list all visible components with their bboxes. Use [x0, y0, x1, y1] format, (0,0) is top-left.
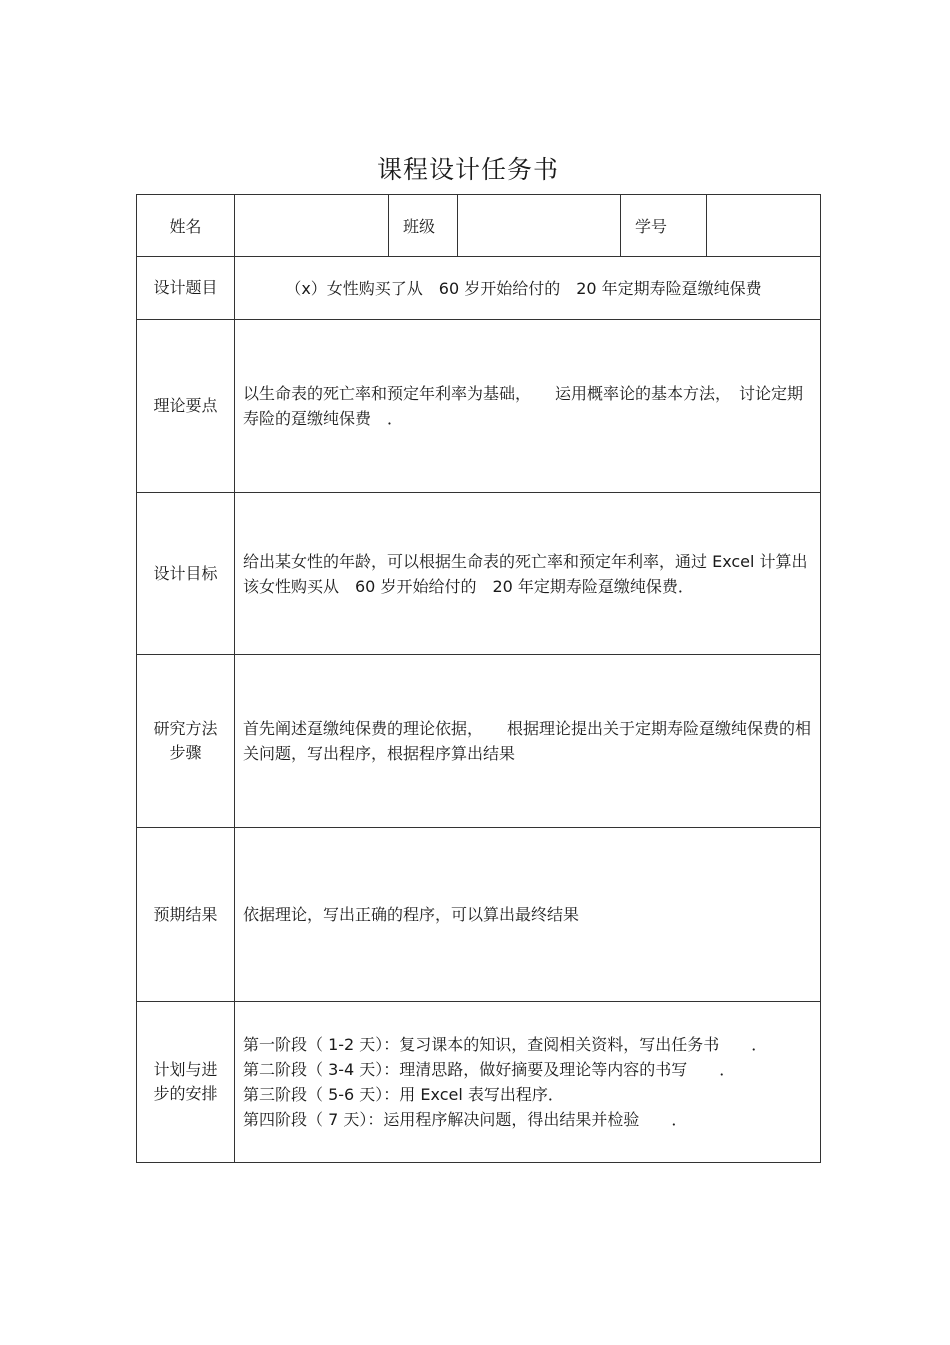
- plan-label: [137, 1002, 235, 1163]
- topic-row: [137, 257, 821, 320]
- class-value: [458, 195, 621, 257]
- class-label: 班级: [389, 195, 458, 257]
- page-title: 课程设计任务书: [376, 155, 559, 184]
- method-row: [137, 655, 821, 828]
- name-label: 姓名: [137, 195, 235, 257]
- result-row: [137, 828, 821, 1002]
- topic-content: （x）女性购买了从 60 岁开始给付的 20 年定期寿险趸缴纯保费: [235, 257, 821, 320]
- goal-content: 给出某女性的年龄，可以根据生命表的死亡率和预定年利率，通过 Excel 计算出该女性购买从 60 岁开始给付的 20 年定期寿险趸缴纯保费．: [235, 493, 821, 655]
- plan-line-3: 第三阶段（ 5-6 天）：用 Excel 表写出程序．: [243, 1085, 564, 1104]
- method-label: [137, 655, 235, 828]
- id-value: [707, 195, 821, 257]
- plan-label-line2: 步的安排: [153, 1084, 218, 1103]
- plan-row: [137, 1002, 821, 1163]
- method-label-line1: 研究方法: [153, 719, 218, 738]
- theory-label: 理论要点: [137, 320, 235, 493]
- topic-label: 设计题目: [137, 257, 235, 320]
- result-label: 预期结果: [137, 828, 235, 1002]
- goal-label: 设计目标: [137, 493, 235, 655]
- plan-content: [235, 1002, 821, 1163]
- plan-line-1: 第一阶段（ 1-2 天）：复习课本的知识，查阅相关资料，写出任务书 ．: [243, 1035, 768, 1054]
- goal-row: [137, 493, 821, 655]
- name-value: [235, 195, 389, 257]
- header-row: [137, 195, 821, 257]
- result-content: 依据理论，写出正确的程序，可以算出最终结果: [235, 828, 821, 1002]
- theory-content: 以生命表的死亡率和预定年利率为基础， 运用概率论的基本方法， 讨论定期寿险的趸缴纯保费 ．: [235, 320, 821, 493]
- plan-line-4: 第四阶段（ 7 天）：运用程序解决问题，得出结果并检验 ．: [243, 1110, 688, 1129]
- theory-row: [137, 320, 821, 493]
- method-content: 首先阐述趸缴纯保费的理论依据， 根据理论提出关于定期寿险趸缴纯保费的相关问题，写出程序，根据程序算出结果: [235, 655, 821, 828]
- method-label-line2: 步骤: [169, 743, 202, 762]
- task-table: [136, 194, 821, 1163]
- plan-line-2: 第二阶段（ 3-4 天）：理清思路，做好摘要及理论等内容的书写 ．: [243, 1060, 736, 1079]
- id-label: 学号: [621, 195, 707, 257]
- plan-label-line1: 计划与进: [153, 1060, 218, 1079]
